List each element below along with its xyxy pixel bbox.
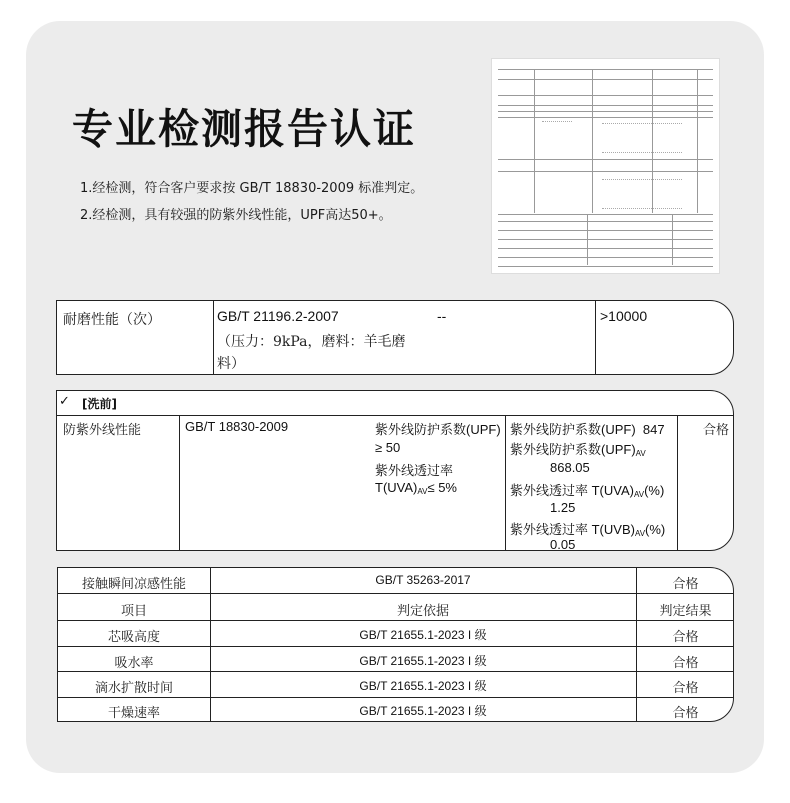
abrasion-dash: -- bbox=[437, 308, 447, 324]
table-row-item: 干燥速率 bbox=[107, 706, 160, 721]
cool-water-table bbox=[57, 567, 734, 722]
uv-result-upf-av-label: 紫外线防护系数$(UPF)_{AV}$ bbox=[510, 442, 646, 458]
abrasion-item: 耐磨性能（次） bbox=[63, 312, 161, 328]
table-row-basis: GB/T 21655.1-2023 I 级 bbox=[359, 679, 487, 693]
col-header-item: 项目 bbox=[120, 604, 147, 619]
table-row-item: 滴水扩散时间 bbox=[94, 681, 173, 696]
uv-table bbox=[56, 390, 734, 551]
abrasion-standard: GB/T 21196.2-2007 bbox=[217, 308, 339, 324]
uv-standard: GB/T 18830-2009 bbox=[185, 419, 289, 434]
uv-req-2: ≥ 50 bbox=[375, 440, 401, 455]
table-row-result: 合格 bbox=[672, 681, 699, 696]
table-row-basis: GB/T 21655.1-2023 I 级 bbox=[359, 654, 487, 668]
abrasion-table bbox=[56, 300, 734, 375]
uv-result-upf: 紫外线防护系数(UPF) 847 bbox=[510, 422, 665, 437]
uv-result-uva-value: 1.25 bbox=[550, 500, 576, 515]
abrasion-condition-2: 料） bbox=[217, 356, 245, 372]
bullet-upf: 2.经检测，具有较强的防紫外线性能，UPF高达50+。 bbox=[80, 208, 392, 223]
abrasion-result: >10000 bbox=[600, 308, 648, 324]
table-row-result: 合格 bbox=[672, 630, 699, 645]
uv-section-label: [洗前] bbox=[82, 397, 117, 411]
table-row-item: 吸水率 bbox=[114, 656, 154, 671]
bullet-standard: 1.经检测，符合客户要求按 GB/T 18830-2009 标准判定。 bbox=[80, 181, 424, 196]
uv-req-4: $T(UVA)_{AV}\le 5\%$ bbox=[375, 480, 457, 496]
table-row-item: 芯吸高度 bbox=[107, 630, 160, 645]
uv-req-3: 紫外线透过率 bbox=[375, 463, 454, 478]
check-icon: ✓ bbox=[59, 394, 70, 409]
table-row-basis: GB/T 21655.1-2023 I 级 bbox=[359, 628, 487, 642]
uv-result-uvb-label: 紫外线透过率 $T(UVB)_{AV}(\%)$ bbox=[510, 522, 666, 538]
uv-result-uva-label: 紫外线透过率 $T(UVA)_{AV}(\%)$ bbox=[510, 483, 665, 499]
uv-result-uvb-value: 0.05 bbox=[550, 537, 576, 551]
col-header-result: 判定结果 bbox=[659, 604, 712, 619]
cool-verdict: 合格 bbox=[672, 577, 699, 592]
table-row-basis: GB/T 21655.1-2023 I 级 bbox=[359, 704, 487, 718]
report-thumbnail bbox=[491, 58, 720, 274]
table-row-result: 合格 bbox=[672, 706, 699, 721]
cool-standard: GB/T 35263-2017 bbox=[375, 573, 471, 587]
uv-result-upf-av-value: 868.05 bbox=[550, 460, 590, 475]
table-row-result: 合格 bbox=[672, 656, 699, 671]
uv-verdict: 合格 bbox=[703, 423, 730, 438]
cool-item: 接触瞬间凉感性能 bbox=[81, 577, 186, 592]
abrasion-condition-1: （压力：9kPa，磨料：羊毛磨 bbox=[217, 334, 406, 350]
col-header-basis: 判定依据 bbox=[396, 604, 449, 619]
uv-item: 防紫外线性能 bbox=[63, 423, 142, 438]
page-title: 专业检测报告认证 bbox=[72, 105, 416, 153]
uv-req-1: 紫外线防护系数(UPF) bbox=[375, 422, 501, 437]
